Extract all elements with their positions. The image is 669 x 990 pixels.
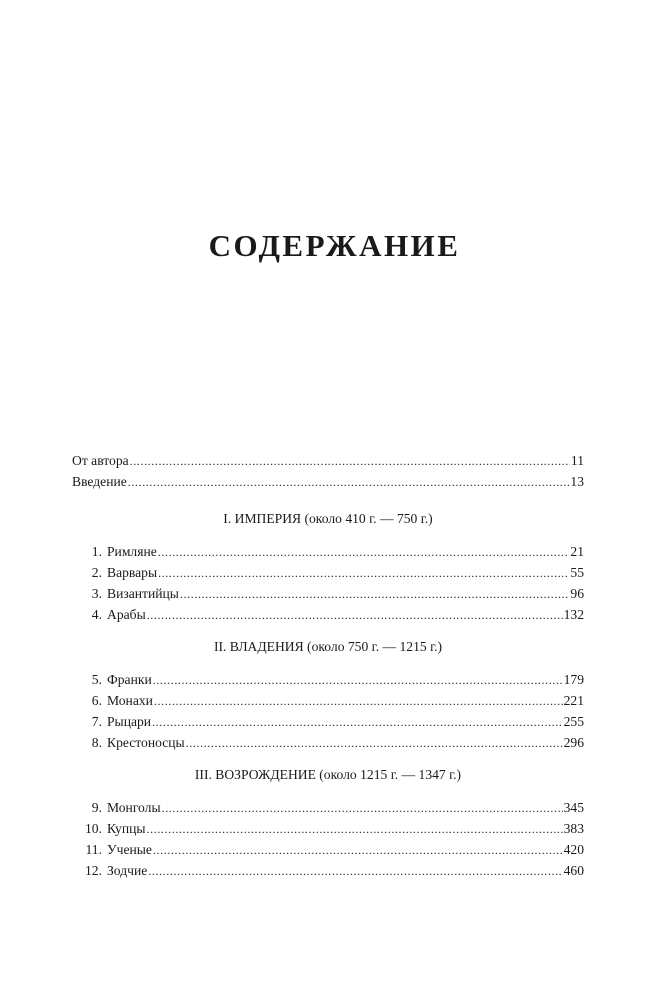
dot-leader: [153, 839, 563, 861]
toc-entry[interactable]: [72, 690, 584, 711]
chapter-number: 2.: [91, 565, 102, 580]
toc-entry[interactable]: [72, 711, 584, 732]
dot-leader: [130, 450, 570, 472]
chapter-number: 7.: [91, 714, 102, 729]
toc-entry-label: Арабы: [107, 607, 146, 622]
chapter-number: 6.: [91, 693, 102, 708]
toc-entry-page: 11: [570, 453, 584, 468]
dot-leader: [147, 818, 563, 840]
dot-leader: [147, 604, 563, 626]
toc-entry-label: Зодчие: [107, 863, 148, 878]
chapter-number: 4.: [91, 607, 102, 622]
toc-entry[interactable]: [72, 860, 584, 881]
toc-entry[interactable]: [72, 541, 584, 562]
toc-entry-label: Крестоносцы: [107, 735, 185, 750]
toc-entry[interactable]: [72, 732, 584, 753]
toc-entry-page: 13: [570, 474, 584, 489]
dot-leader: [158, 541, 570, 563]
dot-leader: [180, 583, 569, 605]
chapter-number: 9.: [91, 800, 102, 815]
chapter-number: 5.: [91, 672, 102, 687]
toc-entry-label: Монахи: [107, 693, 153, 708]
page-title: СОДЕРЖАНИЕ: [208, 228, 461, 263]
part-heading: II. ВЛАДЕНИЯ (около 750 г. — 1215 г.): [213, 639, 443, 654]
toc-entry[interactable]: [72, 797, 584, 818]
toc-entry[interactable]: [72, 669, 584, 690]
table-of-contents: [72, 450, 584, 881]
dot-leader: [152, 711, 563, 733]
toc-entry-introduction[interactable]: [72, 471, 584, 492]
toc-entry-label: Франки: [107, 672, 152, 687]
dot-leader: [153, 669, 563, 691]
toc-entry-page: 132: [563, 607, 584, 622]
part-heading: III. ВОЗРОЖДЕНИЕ (около 1215 г. — 1347 г.): [194, 767, 462, 782]
toc-entry-label: Варвары: [107, 565, 158, 580]
toc-entry-page: 221: [563, 693, 584, 708]
toc-entry-page: 383: [563, 821, 584, 836]
chapter-number: 11.: [85, 842, 102, 857]
toc-entry-label: От автора: [72, 453, 129, 468]
toc-entry-page: 179: [563, 672, 584, 687]
toc-entry-label: Византийцы: [107, 586, 179, 601]
toc-entry-label: Ученые: [107, 842, 152, 857]
toc-entry-page: 96: [570, 586, 584, 601]
toc-entry-label: Монголы: [107, 800, 161, 815]
toc-entry[interactable]: [72, 562, 584, 583]
chapter-number: 12.: [85, 863, 102, 878]
toc-entry-page: 255: [563, 714, 584, 729]
toc-entry-label: Купцы: [107, 821, 146, 836]
toc-entry[interactable]: [72, 839, 584, 860]
toc-entry-page: 296: [563, 735, 584, 750]
chapter-number: 3.: [91, 586, 102, 601]
part-heading: I. ИМПЕРИЯ (около 410 г. — 750 г.): [223, 511, 433, 526]
dot-leader: [154, 690, 563, 712]
toc-entry-page: 21: [570, 544, 584, 559]
toc-entry-page: 55: [570, 565, 584, 580]
toc-entry-label: Римляне: [107, 544, 157, 559]
toc-entry-from-author[interactable]: [72, 450, 584, 471]
dot-leader: [158, 562, 569, 584]
toc-entry-page: 460: [563, 863, 584, 878]
chapter-number: 10.: [85, 821, 102, 836]
dot-leader: [128, 471, 570, 493]
toc-entry-page: 345: [563, 800, 584, 815]
chapter-number: 8.: [91, 735, 102, 750]
toc-entry[interactable]: [72, 818, 584, 839]
dot-leader: [148, 860, 562, 882]
toc-entry-label: Рыцари: [107, 714, 152, 729]
toc-entry[interactable]: [72, 583, 584, 604]
toc-entry-page: 420: [563, 842, 584, 857]
dot-leader: [162, 797, 563, 819]
dot-leader: [186, 732, 563, 754]
toc-entry-label: Введение: [72, 474, 127, 489]
chapter-number: 1.: [91, 544, 102, 559]
toc-entry[interactable]: [72, 604, 584, 625]
